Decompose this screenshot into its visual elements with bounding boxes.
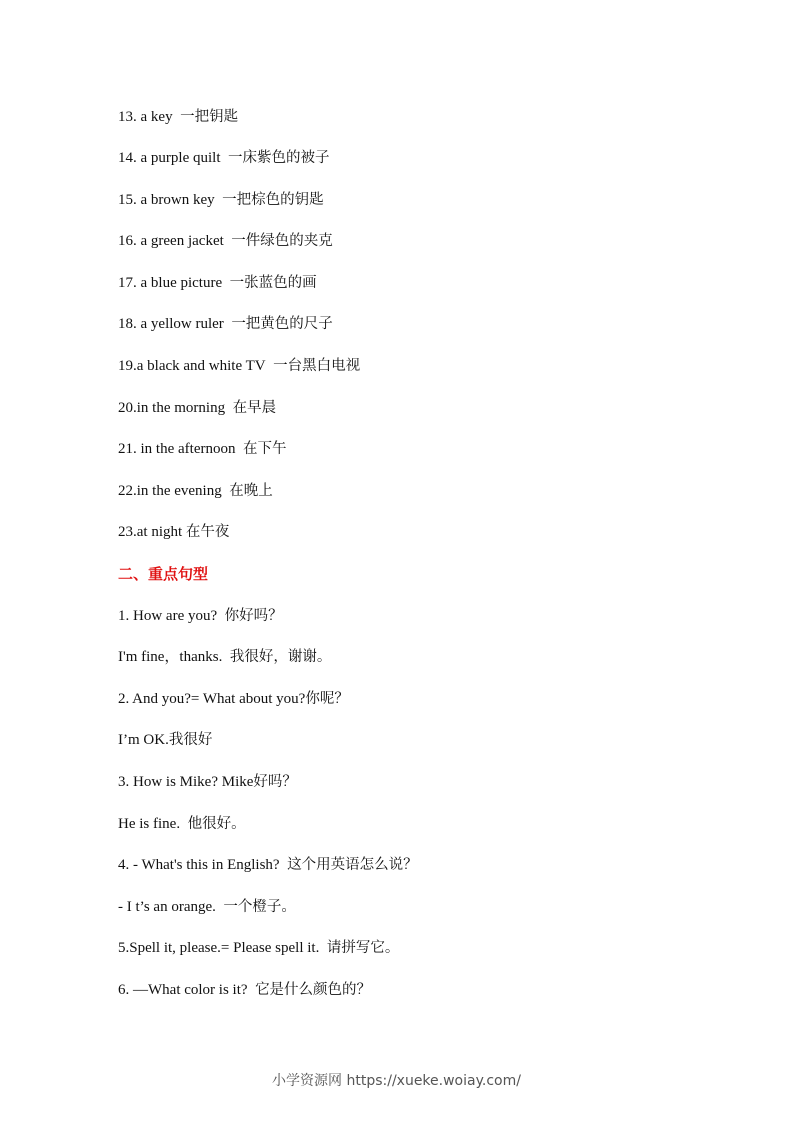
sentence-chinese: 这个用英语怎么说？ — [287, 857, 418, 873]
sentence-english: 4. - What's this in English? — [118, 857, 280, 873]
vocab-chinese: 一张蓝色的画 — [229, 275, 317, 291]
vocab-line — [118, 356, 360, 376]
sentence-english: 3. How is Mike? Mike — [118, 774, 254, 790]
sentence-english: 5.Spell it, please.= Please spell it. — [118, 940, 320, 956]
vocab-english: 16. a green jacket — [118, 233, 224, 249]
vocab-line — [118, 314, 333, 334]
section-heading: 二、重点句型 — [118, 565, 209, 583]
vocab-english: 23.at night — [118, 524, 183, 540]
sentence-chinese: 好吗？ — [253, 774, 297, 790]
sentence-english: - I t’s an orange. — [118, 899, 216, 915]
vocab-english: 20.in the morning — [118, 400, 226, 416]
vocab-chinese: 一床紫色的被子 — [227, 150, 330, 166]
vocab-english: 21. in the afternoon — [118, 441, 236, 457]
vocab-english: 17. a blue picture — [118, 275, 223, 291]
sentence-english: 1. How are you? — [118, 608, 218, 624]
vocab-chinese: 一件绿色的夹克 — [231, 233, 333, 249]
sentence-line — [118, 730, 212, 750]
sentence-line — [118, 938, 399, 958]
sentence-line — [118, 980, 371, 1000]
vocab-english: 18. a yellow ruler — [118, 316, 224, 332]
sentence-line — [118, 772, 297, 792]
vocab-line — [118, 190, 324, 210]
sentence-chinese: 一个橙子。 — [223, 899, 296, 915]
sentence-line — [118, 855, 418, 875]
sentence-chinese: 我很好 — [168, 732, 213, 748]
vocab-line — [118, 231, 333, 251]
sentence-chinese: 它是什么颜色的？ — [255, 982, 372, 998]
sentence-chinese: 我很好，谢谢。 — [229, 649, 332, 665]
sentence-line — [118, 606, 283, 626]
vocab-chinese: 一台黑白电视 — [273, 358, 361, 374]
sentence-chinese: 请拼写它。 — [326, 940, 400, 956]
vocab-english: 15. a brown key — [118, 192, 215, 208]
sentence-chinese: 你呢？ — [305, 691, 349, 707]
vocab-english: 13. a key — [118, 109, 173, 125]
sentence-line — [118, 897, 296, 917]
sentence-english: I'm fine，thanks. — [118, 649, 223, 665]
vocab-line — [118, 481, 273, 501]
sentence-chinese: 他很好。 — [187, 816, 246, 832]
vocab-english: 22.in the evening — [118, 483, 222, 499]
vocab-line — [118, 107, 238, 127]
vocab-line — [118, 398, 276, 418]
vocab-line — [118, 522, 229, 542]
sentence-english: 6. —What color is it? — [118, 982, 248, 998]
sentence-line — [118, 689, 349, 709]
sentence-line — [118, 814, 246, 834]
vocab-chinese: 在下午 — [242, 441, 287, 457]
sentence-english: I’m OK. — [118, 732, 169, 748]
sentence-line — [118, 647, 331, 667]
sentence-english: 2. And you?= What about you? — [118, 691, 306, 707]
sentence-english: He is fine. — [118, 816, 181, 832]
vocab-chinese: 在午夜 — [185, 524, 230, 540]
vocab-line — [118, 439, 286, 459]
vocab-english: 19.a black and white TV — [118, 358, 266, 374]
sentence-chinese: 你好吗？ — [224, 608, 283, 624]
vocab-chinese: 在早晨 — [232, 400, 277, 416]
vocab-chinese: 一把黄色的尺子 — [231, 316, 333, 332]
vocab-chinese: 在晚上 — [229, 483, 273, 499]
page-footer: 小学资源网 https://xueke.woiay.com/ — [272, 1073, 521, 1089]
vocab-chinese: 一把钥匙 — [180, 109, 239, 125]
vocab-line — [118, 273, 317, 293]
vocab-english: 14. a purple quilt — [118, 150, 221, 166]
vocab-chinese: 一把棕色的钥匙 — [222, 192, 324, 208]
vocab-line — [118, 148, 329, 168]
